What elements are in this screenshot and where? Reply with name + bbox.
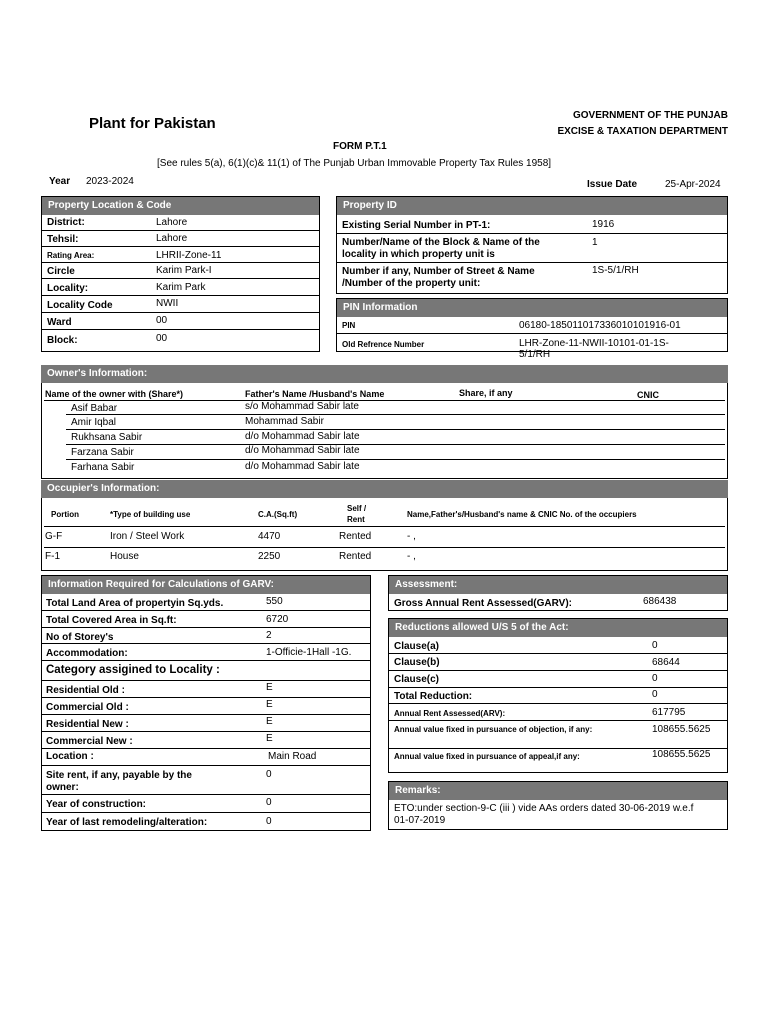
owner-father-name: d/o Mohammad Sabir late xyxy=(245,461,360,472)
occupiers-table xyxy=(41,498,728,571)
district-label: District: xyxy=(47,217,85,228)
accommodation-label: Accommodation: xyxy=(46,648,128,659)
self-rent-header: Rent xyxy=(347,515,365,524)
remodel-year-value: 0 xyxy=(266,816,272,827)
occupiers-divider xyxy=(44,547,725,548)
block-value: 00 xyxy=(156,333,168,344)
owner-father-name: Mohammad Sabir xyxy=(245,416,324,427)
category-label: Category assigined to Locality : xyxy=(46,664,220,676)
garv-row xyxy=(42,594,370,611)
garv-value: 686438 xyxy=(643,596,677,607)
remarks-panel xyxy=(388,781,728,830)
residential-old-label: Residential Old : xyxy=(46,685,125,696)
accommodation-value: 1-Officie-1Hall -1G. xyxy=(266,647,352,658)
occupier-self-rent: Rented xyxy=(339,531,372,542)
clause-a-value: 0 xyxy=(652,640,658,651)
clause-c-value: 0 xyxy=(652,673,658,684)
issue-date-value: 25-Apr-2024 xyxy=(665,179,721,190)
location-row xyxy=(42,313,319,330)
share-header: Share, if any xyxy=(459,388,513,398)
owner-name-header: Name of the owner with (Share*) xyxy=(45,389,184,399)
serial-number-label: Existing Serial Number in PT-1: xyxy=(342,220,491,231)
location-row xyxy=(42,330,319,350)
portion-header: Portion xyxy=(51,510,79,519)
garv-panel xyxy=(41,575,371,831)
ward-label: Ward xyxy=(47,317,72,328)
owners-divider xyxy=(66,444,725,445)
reduction-row xyxy=(389,654,727,671)
residential-new-label: Residential New : xyxy=(46,719,129,730)
reduction-row xyxy=(389,671,727,688)
owners-divider xyxy=(66,414,725,415)
property-location-heading: Property Location & Code xyxy=(42,197,319,215)
commercial-new-label: Commercial New : xyxy=(46,736,133,747)
garv-row xyxy=(42,813,370,830)
arv-value: 617795 xyxy=(652,707,686,718)
street-unit-value: 1S-5/1/RH xyxy=(592,265,639,276)
district-value: Lahore xyxy=(156,217,188,228)
garv-row xyxy=(42,698,370,715)
page-title: Plant for Pakistan xyxy=(89,115,216,132)
year-value: 2023-2024 xyxy=(86,176,134,187)
cnic-header: CNIC xyxy=(637,390,659,400)
reduction-row xyxy=(389,637,727,654)
locality-code-label: Locality Code xyxy=(47,300,113,311)
pin-panel xyxy=(336,298,728,360)
reduction-row xyxy=(389,688,727,704)
garv-label: Gross Annual Rent Assessed(GARV): xyxy=(394,598,573,609)
owners-divider xyxy=(44,400,725,401)
land-area-value: 550 xyxy=(266,596,283,607)
garv-row xyxy=(42,644,370,661)
circle-value: Karim Park-I xyxy=(156,265,212,276)
street-unit-label: Number if any, Number of Street & Name /Number of the property unit: xyxy=(342,266,535,289)
owner-father-name: d/o Mohammad Sabir late xyxy=(245,445,360,456)
garv-row xyxy=(42,766,370,795)
owner-name: Farzana Sabir xyxy=(71,447,134,458)
tehsil-label: Tehsil: xyxy=(47,234,79,245)
serial-number-value: 1916 xyxy=(592,219,615,230)
department-name: EXCISE & TAXATION DEPARTMENT xyxy=(557,126,728,137)
occupier-building-use: House xyxy=(110,551,139,562)
owner-name: Amir Iqbal xyxy=(71,417,117,428)
arv-label: Annual Rent Assessed(ARV): xyxy=(394,709,506,718)
clause-a-label: Clause(a) xyxy=(394,641,440,652)
objection-value: 108655.5625 xyxy=(652,724,711,735)
rating-area-label: Rating Area: xyxy=(47,251,95,260)
property-location-panel xyxy=(41,196,320,352)
circle-label: Circle xyxy=(47,266,75,277)
issue-date-label: Issue Date xyxy=(587,179,638,190)
rules-reference: [See rules 5(a), 6(1)(c)& 11(1) of The Punjab Urban Immovable Property Tax Rules 1958] xyxy=(157,158,552,169)
location-row xyxy=(42,231,319,247)
covered-area-value: 6720 xyxy=(266,614,289,625)
clause-b-value: 68644 xyxy=(652,657,680,668)
year-label: Year xyxy=(49,176,71,187)
clause-b-label: Clause(b) xyxy=(394,657,440,668)
occupier-name: - , xyxy=(407,531,416,542)
site-rent-label: Site rent, if any, payable by the owner: xyxy=(46,770,192,793)
site-rent-value: 0 xyxy=(266,769,272,780)
form-name: FORM P.T.1 xyxy=(333,141,387,152)
construction-year-value: 0 xyxy=(266,797,272,808)
occupier-self-rent: Rented xyxy=(339,551,372,562)
owners-heading: Owner's Information: xyxy=(41,365,728,383)
government-name: GOVERNMENT OF THE PUNJAB xyxy=(572,110,728,121)
location-label: Location : xyxy=(46,751,94,762)
garv-row xyxy=(42,661,370,681)
old-reference-row xyxy=(337,334,727,360)
reduction-row xyxy=(389,721,727,749)
covered-area-label: Total Covered Area in Sq.ft: xyxy=(46,615,177,626)
appeal-label: Annual value fixed in pursuance of appeal,if any: xyxy=(394,752,580,761)
storeys-label: No of Storey's xyxy=(46,632,114,643)
occupiers-heading: Occupier's Information: xyxy=(41,480,728,498)
pin-heading: PIN Information xyxy=(337,299,727,317)
appeal-value: 108655.5625 xyxy=(652,749,711,760)
block-label: Block: xyxy=(47,335,78,346)
garv-row xyxy=(42,715,370,732)
remodel-year-label: Year of last remodeling/alteration: xyxy=(46,817,208,828)
property-id-panel xyxy=(336,196,728,294)
construction-year-label: Year of construction: xyxy=(46,799,147,810)
occupier-covered-area: 2250 xyxy=(258,551,281,562)
owner-name: Asif Babar xyxy=(71,403,118,414)
owner-name: Farhana Sabir xyxy=(71,462,135,473)
owners-table xyxy=(41,383,728,479)
objection-label: Annual value fixed in pursuance of objection, if any: xyxy=(394,725,593,734)
father-name-header: Father's Name /Husband's Name xyxy=(245,389,385,399)
block-locality-label: Number/Name of the Block & Name of the locality in which property unit is xyxy=(342,237,540,260)
ward-value: 00 xyxy=(156,315,168,326)
assessment-panel xyxy=(388,575,728,611)
property-id-row xyxy=(337,234,727,263)
property-id-row xyxy=(337,215,727,234)
location-row xyxy=(42,296,319,313)
garv-row xyxy=(42,732,370,749)
pin-row xyxy=(337,317,727,334)
pin-label: PIN xyxy=(342,321,356,330)
occupiers-divider xyxy=(44,526,725,527)
self-rent-header: Self / xyxy=(347,504,367,513)
owner-father-name: d/o Mohammad Sabir late xyxy=(245,431,360,442)
location-row xyxy=(42,263,319,279)
locality-code-value: NWII xyxy=(156,298,179,309)
assessment-heading: Assessment: xyxy=(389,576,727,594)
owner-name: Rukhsana Sabir xyxy=(71,432,143,443)
reduction-row xyxy=(389,704,727,721)
block-locality-value: 1 xyxy=(592,237,598,248)
commercial-old-value: E xyxy=(266,699,273,710)
occupier-name-header: Name,Father's/Husband's name & CNIC No. of the occupiers xyxy=(407,510,637,519)
pin-value: 06180-185011017336010101916-01 xyxy=(519,320,681,331)
occupier-name: - , xyxy=(407,551,416,562)
garv-heading: Information Required for Calculations of GARV: xyxy=(42,576,370,594)
tehsil-value: Lahore xyxy=(156,233,188,244)
building-use-header: *Type of building use xyxy=(110,510,191,519)
total-reduction-value: 0 xyxy=(652,689,658,700)
owner-father-name: s/o Mohammad Sabir late xyxy=(245,401,359,412)
owners-divider xyxy=(66,459,725,460)
property-id-heading: Property ID xyxy=(337,197,727,215)
locality-label: Locality: xyxy=(47,283,89,294)
property-id-row xyxy=(337,263,727,293)
clause-c-label: Clause(c) xyxy=(394,674,440,685)
commercial-new-value: E xyxy=(266,733,273,744)
reductions-heading: Reductions allowed U/S 5 of the Act: xyxy=(389,619,727,637)
commercial-old-label: Commercial Old : xyxy=(46,702,129,713)
garv-row xyxy=(42,611,370,628)
garv-row xyxy=(42,628,370,644)
residential-new-value: E xyxy=(266,716,273,727)
remarks-heading: Remarks: xyxy=(389,782,727,800)
garv-row xyxy=(42,681,370,698)
occupier-portion: F-1 xyxy=(45,551,60,562)
storeys-value: 2 xyxy=(266,630,272,641)
occupier-portion: G-F xyxy=(45,531,63,542)
old-reference-value: LHR-Zone-11-NWII-10101-01-1S-5/1/RH xyxy=(519,338,669,360)
total-reduction-label: Total Reduction: xyxy=(394,691,473,702)
covered-area-header: C.A.(Sq.ft) xyxy=(258,510,298,519)
rating-area-value: LHRII-Zone-11 xyxy=(156,250,222,261)
location-value: Main Road xyxy=(268,751,317,762)
locality-value: Karim Park xyxy=(156,282,206,293)
garv-row xyxy=(42,749,370,766)
reduction-row xyxy=(389,749,727,772)
occupier-building-use: Iron / Steel Work xyxy=(110,531,185,542)
land-area-label: Total Land Area of propertyin Sq.yds. xyxy=(46,598,224,609)
location-row xyxy=(42,247,319,263)
reductions-panel xyxy=(388,618,728,773)
residential-old-value: E xyxy=(266,682,273,693)
location-row xyxy=(42,215,319,231)
owners-divider xyxy=(66,429,725,430)
location-row xyxy=(42,279,319,296)
occupier-covered-area: 4470 xyxy=(258,531,281,542)
old-reference-label: Old Refrence Number xyxy=(342,340,425,349)
garv-row xyxy=(42,795,370,813)
remarks-text: ETO:under section-9-C (iii ) vide AAs orders dated 30-06-2019 w.e.f 01-07-2019 xyxy=(394,803,694,826)
